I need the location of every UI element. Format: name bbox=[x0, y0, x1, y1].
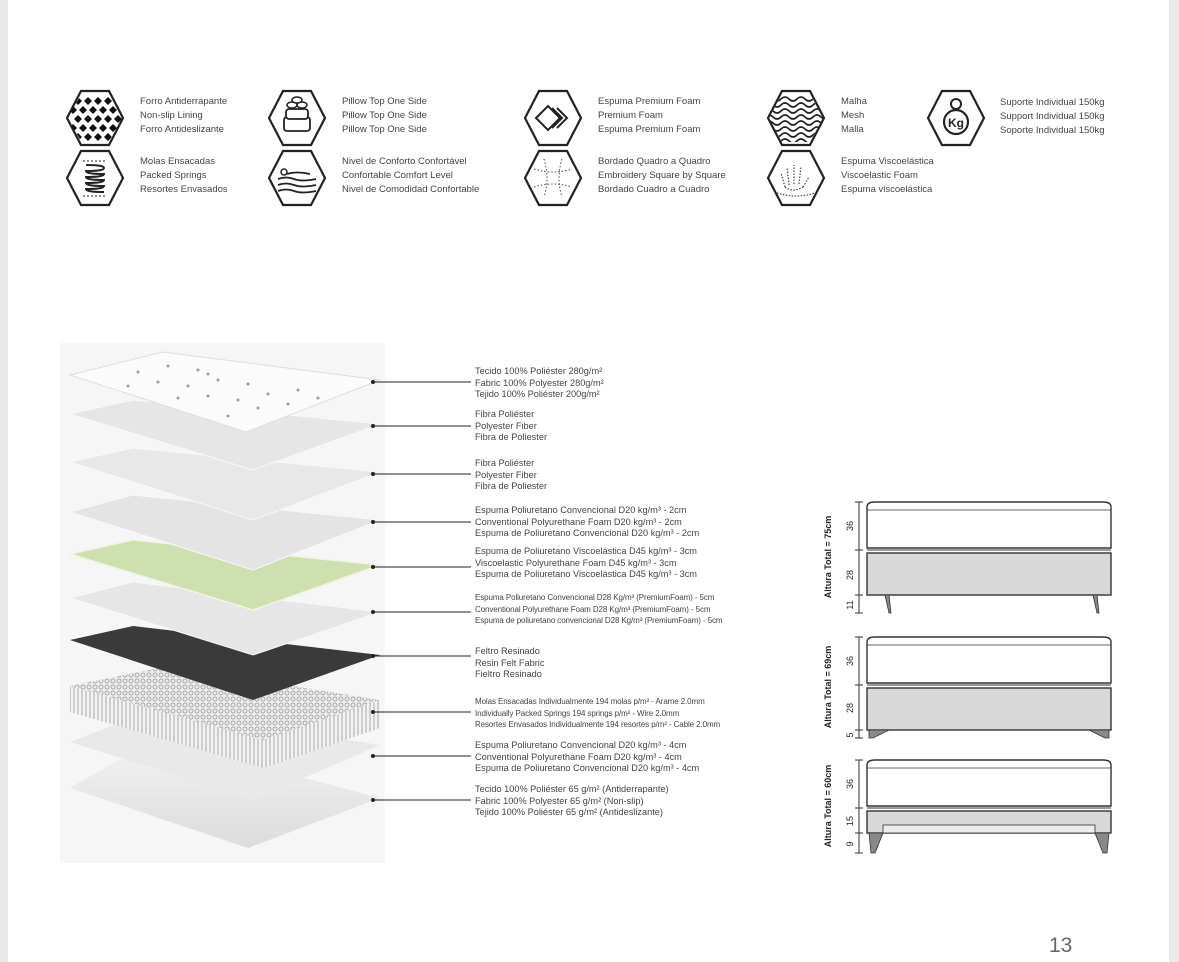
feature-line-en: Packed Springs bbox=[140, 170, 207, 181]
layer-line-es: Espuma de Poliuretano Convencional D20 kg/m³ - 2cm bbox=[475, 528, 700, 538]
mesh-pattern-icon bbox=[765, 87, 827, 149]
mattress-outline bbox=[867, 637, 1111, 683]
layer-line-pt: Feltro Resinado bbox=[475, 646, 540, 656]
layer-line-en: Individually Packed Springs 194 springs p/m² - Wire 2.0mm bbox=[475, 708, 680, 718]
feature-line-es: Resortes Envasados bbox=[140, 184, 228, 195]
feature-line-es: Soporte Individual 150kg bbox=[1000, 125, 1105, 136]
feature-line-es: Espuma viscoelástica bbox=[841, 184, 933, 195]
layer-line-es: Tejido 100% Poliéster 200g/m² bbox=[475, 389, 600, 399]
layer-line-pt: Tecido 100% Poliéster 280g/m² bbox=[475, 366, 603, 376]
quilted-square-icon bbox=[522, 147, 584, 209]
layer-line-en: Polyester Fiber bbox=[475, 469, 537, 480]
layer-line-es: Espuma de poliuretano convencional D28 Kg/m³ (PremiumFoam) - 5cm bbox=[475, 616, 723, 625]
layer-label-visco-d45 bbox=[475, 546, 697, 581]
layer-line-en: Conventional Polyurethane Foam D28 Kg/m³ (PremiumFoam) - 5cm bbox=[475, 604, 711, 614]
feature-text bbox=[841, 155, 934, 197]
base-box bbox=[867, 688, 1111, 730]
mattress-outline bbox=[867, 760, 1111, 806]
segment-base-height: 15 bbox=[845, 815, 855, 827]
segment-base-height: 28 bbox=[845, 569, 855, 581]
segment-base-height: 28 bbox=[845, 702, 855, 714]
layer-label-d20-4cm bbox=[475, 740, 699, 775]
layer-line-en: Fabric 100% Polyester 280g/m² bbox=[475, 377, 604, 388]
layer-line-es: Espuma de Poliuretano Convencional D20 kg/m³ - 4cm bbox=[475, 763, 700, 773]
bed-75cm-diagram bbox=[823, 502, 1111, 613]
feature-text bbox=[1000, 96, 1105, 138]
base-box bbox=[867, 553, 1111, 595]
feature-line-pt: Molas Ensacadas bbox=[140, 156, 215, 167]
feature-line-pt: Suporte Individual 150kg bbox=[1000, 97, 1105, 108]
feature-line-es: Bordado Cuadro a Cuadro bbox=[598, 184, 710, 195]
feature-line-pt: Malha bbox=[841, 96, 867, 107]
catalog-page bbox=[8, 0, 1169, 962]
layer-label-packed-springs bbox=[475, 696, 720, 731]
feature-text bbox=[841, 95, 867, 137]
layer-line-pt: Espuma Poliuretano Convencional D28 Kg/m³ (PremiumFoam) - 5cm bbox=[475, 593, 715, 602]
layer-line-en: Resin Felt Fabric bbox=[475, 657, 545, 668]
layer-line-pt: Espuma Poliuretano Convencional D20 kg/m³ - 4cm bbox=[475, 740, 687, 750]
feature-text bbox=[598, 95, 700, 137]
layer-label-d28-premium bbox=[475, 592, 722, 627]
layer-label-fiber-2 bbox=[475, 458, 547, 493]
kettlebell-kg-icon bbox=[925, 87, 987, 149]
layer-label-bottom-fabric bbox=[475, 784, 669, 819]
bed-leg bbox=[869, 730, 889, 738]
layer-line-en: Viscoelastic Polyurethane Foam D45 kg/m³ - 3cm bbox=[475, 557, 677, 568]
feature-line-pt: Espuma Premium Foam bbox=[598, 96, 701, 107]
bed-leg bbox=[869, 833, 883, 853]
total-height-label: Altura Total = 69cm bbox=[823, 645, 833, 729]
feature-line-en: Support Individual 150kg bbox=[1000, 111, 1105, 122]
feature-line-pt: Forro Antiderrapante bbox=[140, 96, 228, 107]
layer-line-pt: Molas Ensacadas Individualmente 194 molas p/m² - Arame 2.0mm bbox=[475, 697, 705, 706]
bed-leg bbox=[1093, 595, 1099, 613]
segment-mattress-height: 36 bbox=[845, 655, 855, 667]
layer-line-pt: Fibra Poliéster bbox=[475, 409, 535, 419]
layer-line-pt: Fibra Poliéster bbox=[475, 458, 535, 468]
segment-mattress-height: 36 bbox=[845, 778, 855, 790]
feature-text bbox=[598, 155, 726, 197]
feature-line-es: Malla bbox=[841, 124, 864, 135]
layer-label-d20-2cm bbox=[475, 505, 699, 540]
layer-line-pt: Espuma de Poliuretano Viscoelástica D45 kg/m³ - 3cm bbox=[475, 546, 697, 556]
segment-leg-height: 11 bbox=[845, 600, 855, 610]
hand-print-icon bbox=[765, 147, 827, 209]
feature-line-pt: Bordado Quadro a Quadro bbox=[598, 156, 711, 167]
feature-line-en: Mesh bbox=[841, 110, 865, 121]
bed-leg bbox=[1089, 730, 1109, 738]
layered-chevrons-icon bbox=[522, 87, 584, 149]
feature-line-pt: Espuma Viscoelástica bbox=[841, 156, 934, 167]
feature-line-en: Premium Foam bbox=[598, 110, 663, 121]
layer-line-es: Espuma de Poliuretano Viscoelástica D45 kg/m³ - 3cm bbox=[475, 569, 697, 579]
mattress-layers-diagram bbox=[8, 0, 478, 900]
total-height-label: Altura Total = 75cm bbox=[823, 515, 833, 599]
page-number: 13 bbox=[1049, 934, 1073, 957]
feature-line-en: Non-slip Lining bbox=[140, 110, 203, 121]
bed-leg bbox=[1095, 833, 1109, 853]
feature-line-en: Pillow Top One Side bbox=[342, 110, 427, 121]
layer-line-en: Conventional Polyurethane Foam D20 kg/m³ - 2cm bbox=[475, 516, 682, 527]
kg-badge: Kg bbox=[948, 116, 964, 130]
layer-label-top-fabric bbox=[475, 366, 604, 401]
feature-line-en: Confortable Comfort Level bbox=[342, 170, 453, 181]
segment-leg-height: 9 bbox=[845, 841, 855, 847]
layer-line-es: Fieltro Resinado bbox=[475, 669, 542, 679]
feature-line-es: Espuma Premium Foam bbox=[598, 124, 701, 135]
layer-line-es: Fibra de Poliester bbox=[475, 432, 548, 442]
bed-69cm-diagram bbox=[823, 637, 1111, 738]
segment-mattress-height: 36 bbox=[845, 520, 855, 532]
bed-height-diagrams bbox=[803, 490, 1123, 870]
total-height-label: Altura Total = 60cm bbox=[823, 764, 833, 848]
feature-line-es: Nivel de Comodidad Confortable bbox=[342, 184, 480, 195]
layer-line-pt: Espuma Poliuretano Convencional D20 kg/m³ - 2cm bbox=[475, 505, 687, 515]
feature-line-en: Embroidery Square by Square bbox=[598, 170, 726, 181]
feature-line-pt: Pillow Top One Side bbox=[342, 96, 427, 107]
bed-leg bbox=[885, 595, 891, 613]
layer-line-en: Conventional Polyurethane Foam D20 kg/m³ - 4cm bbox=[475, 751, 682, 762]
layer-label-resin-felt bbox=[475, 646, 544, 681]
layer-line-es: Fibra de Poliester bbox=[475, 481, 548, 491]
segment-leg-height: 5 bbox=[845, 732, 855, 738]
feature-line-es: Forro Antideslizante bbox=[140, 124, 224, 135]
mattress-outline bbox=[867, 502, 1111, 548]
layer-line-pt: Tecido 100% Poliéster 65 g/m² (Antiderrapante) bbox=[475, 784, 669, 794]
layer-line-en: Fabric 100% Polyester 65 g/m² (Non-slip) bbox=[475, 795, 644, 806]
feature-line-es: Pillow Top One Side bbox=[342, 124, 427, 135]
layer-line-es: Resortes Envasados Individualmente 194 resortes p/m² - Cable 2.0mm bbox=[475, 720, 721, 729]
bed-60cm-diagram bbox=[823, 760, 1111, 853]
layer-line-es: Tejido 100% Poliéster 65 g/m² (Antideslizante) bbox=[475, 807, 663, 817]
feature-line-pt: Nivel de Conforto Confortável bbox=[342, 156, 467, 167]
layer-label-fiber-1 bbox=[475, 409, 547, 444]
feature-line-en: Viscoelastic Foam bbox=[841, 170, 918, 181]
leader-lines bbox=[372, 381, 472, 802]
layer-line-en: Polyester Fiber bbox=[475, 420, 537, 431]
